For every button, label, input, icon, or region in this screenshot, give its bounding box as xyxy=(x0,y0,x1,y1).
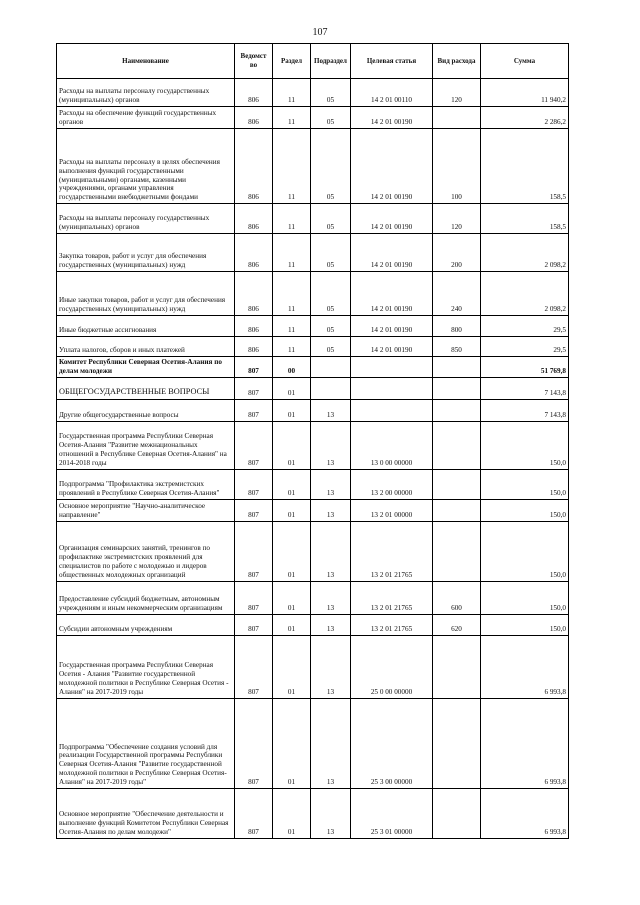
row-subsection: 05 xyxy=(311,316,351,337)
row-section: 11 xyxy=(273,234,311,272)
row-dept: 807 xyxy=(235,499,273,521)
header-section: Раздел xyxy=(273,44,311,79)
row-section: 01 xyxy=(273,421,311,469)
row-amount: 6 993,8 xyxy=(481,698,569,788)
row-expense-type xyxy=(433,107,481,129)
row-expense-type: 200 xyxy=(433,234,481,272)
table-row xyxy=(57,399,569,421)
row-dept: 807 xyxy=(235,698,273,788)
row-target: 14 2 01 00110 xyxy=(351,79,433,107)
row-amount: 6 993,8 xyxy=(481,635,569,698)
row-amount: 150,0 xyxy=(481,581,569,614)
row-amount: 2 286,2 xyxy=(481,107,569,129)
row-target: 13 2 01 21765 xyxy=(351,521,433,581)
table-row xyxy=(57,521,569,581)
row-section: 01 xyxy=(273,377,311,399)
row-section: 01 xyxy=(273,499,311,521)
row-subsection xyxy=(311,357,351,378)
row-amount: 158,5 xyxy=(481,204,569,234)
table-row xyxy=(57,635,569,698)
table-row xyxy=(57,204,569,234)
row-expense-type: 850 xyxy=(433,337,481,357)
row-dept: 807 xyxy=(235,614,273,635)
row-section: 01 xyxy=(273,581,311,614)
page-number: 107 xyxy=(312,27,328,38)
row-section: 11 xyxy=(273,272,311,316)
row-expense-type xyxy=(433,521,481,581)
row-expense-type: 120 xyxy=(433,79,481,107)
row-expense-type xyxy=(433,788,481,838)
row-expense-type xyxy=(433,698,481,788)
row-target: 13 2 01 21765 xyxy=(351,581,433,614)
row-subsection: 13 xyxy=(311,421,351,469)
row-amount: 2 098,2 xyxy=(481,272,569,316)
row-name: Другие общегосударственные вопросы xyxy=(57,399,235,421)
header-name: Наименование xyxy=(57,44,235,79)
row-section: 01 xyxy=(273,399,311,421)
row-target: 13 2 01 21765 xyxy=(351,614,433,635)
row-dept: 807 xyxy=(235,635,273,698)
row-dept: 806 xyxy=(235,129,273,204)
table-row xyxy=(57,316,569,337)
table-row xyxy=(57,698,569,788)
row-subsection: 13 xyxy=(311,499,351,521)
table-row xyxy=(57,357,569,378)
row-section: 11 xyxy=(273,129,311,204)
row-section: 11 xyxy=(273,107,311,129)
row-expense-type xyxy=(433,635,481,698)
table-header-row xyxy=(57,44,569,79)
row-amount: 29,5 xyxy=(481,337,569,357)
row-dept: 806 xyxy=(235,107,273,129)
row-dept: 806 xyxy=(235,337,273,357)
row-section: 11 xyxy=(273,337,311,357)
row-dept: 806 xyxy=(235,272,273,316)
table-row xyxy=(57,499,569,521)
row-section: 01 xyxy=(273,698,311,788)
header-subsection: Подраздел xyxy=(311,44,351,79)
row-amount: 51 769,8 xyxy=(481,357,569,378)
table-row xyxy=(57,129,569,204)
row-target: 25 0 00 00000 xyxy=(351,635,433,698)
header-dept: Ведомст во xyxy=(235,44,273,79)
row-name: Уплата налогов, сборов и иных платежей xyxy=(57,337,235,357)
row-amount: 7 143,8 xyxy=(481,399,569,421)
row-expense-type: 120 xyxy=(433,204,481,234)
row-expense-type xyxy=(433,399,481,421)
header-expense-type: Вид расхода xyxy=(433,44,481,79)
row-amount: 150,0 xyxy=(481,499,569,521)
row-name: Расходы на обеспечение функций государственных органов xyxy=(57,107,235,129)
header-target: Целевая статья xyxy=(351,44,433,79)
row-amount: 29,5 xyxy=(481,316,569,337)
table-row xyxy=(57,788,569,838)
row-name: Основное мероприятие "Обеспечение деятельности и выполнение функций Комитетом Республики Северная Осетия-Алания по делам молодежи" xyxy=(57,788,235,838)
row-dept: 806 xyxy=(235,204,273,234)
row-subsection: 13 xyxy=(311,788,351,838)
row-section: 11 xyxy=(273,79,311,107)
row-name: Основное мероприятие "Научно-аналитическое направление" xyxy=(57,499,235,521)
table-row xyxy=(57,272,569,316)
row-amount: 150,0 xyxy=(481,614,569,635)
row-expense-type xyxy=(433,499,481,521)
row-target: 14 2 01 00190 xyxy=(351,107,433,129)
row-amount: 6 993,8 xyxy=(481,788,569,838)
row-target: 13 0 00 00000 xyxy=(351,421,433,469)
header-amount: Сумма xyxy=(481,44,569,79)
row-name: Расходы на выплаты персоналу государственных (муниципальных) органов xyxy=(57,204,235,234)
row-amount: 11 940,2 xyxy=(481,79,569,107)
row-target xyxy=(351,357,433,378)
row-amount: 150,0 xyxy=(481,469,569,499)
row-subsection: 13 xyxy=(311,614,351,635)
row-amount: 150,0 xyxy=(481,521,569,581)
row-target: 13 2 00 00000 xyxy=(351,469,433,499)
row-section: 11 xyxy=(273,204,311,234)
row-target: 14 2 01 00190 xyxy=(351,316,433,337)
row-target xyxy=(351,377,433,399)
row-name: Подпрограмма "Профилактика экстремистских проявлений в Республике Северная Осетия-Алания" xyxy=(57,469,235,499)
row-target: 25 3 00 00000 xyxy=(351,698,433,788)
row-section: 01 xyxy=(273,521,311,581)
row-expense-type xyxy=(433,421,481,469)
row-amount: 150,0 xyxy=(481,421,569,469)
row-subsection xyxy=(311,377,351,399)
row-dept: 807 xyxy=(235,788,273,838)
row-name: Предоставление субсидий бюджетным, автономным учреждениям и иным некоммерческим организациям xyxy=(57,581,235,614)
row-subsection: 05 xyxy=(311,129,351,204)
row-section: 01 xyxy=(273,614,311,635)
table-row xyxy=(57,377,569,399)
row-subsection: 13 xyxy=(311,521,351,581)
row-name: Расходы на выплаты персоналу в целях обеспечения выполнения функций государственными (муниципальными) органами, казенными учреждениями, органами управления государственными внебюджетными фондами xyxy=(57,129,235,204)
row-dept: 807 xyxy=(235,469,273,499)
row-dept: 807 xyxy=(235,421,273,469)
row-dept: 806 xyxy=(235,316,273,337)
row-name: Закупка товаров, работ и услуг для обеспечения государственных (муниципальных) нужд xyxy=(57,234,235,272)
row-subsection: 05 xyxy=(311,234,351,272)
row-section: 00 xyxy=(273,357,311,378)
row-subsection: 05 xyxy=(311,272,351,316)
row-section: 01 xyxy=(273,788,311,838)
row-amount: 158,5 xyxy=(481,129,569,204)
row-target: 14 2 01 00190 xyxy=(351,272,433,316)
row-subsection: 13 xyxy=(311,698,351,788)
row-expense-type xyxy=(433,377,481,399)
row-dept: 807 xyxy=(235,377,273,399)
table-row xyxy=(57,337,569,357)
row-expense-type xyxy=(433,469,481,499)
table-row xyxy=(57,581,569,614)
row-expense-type: 240 xyxy=(433,272,481,316)
row-dept: 806 xyxy=(235,234,273,272)
row-name: Расходы на выплаты персоналу государственных (муниципальных) органов xyxy=(57,79,235,107)
row-dept: 807 xyxy=(235,399,273,421)
row-dept: 806 xyxy=(235,79,273,107)
row-name: Субсидии автономным учреждениям xyxy=(57,614,235,635)
row-section: 01 xyxy=(273,469,311,499)
row-subsection: 05 xyxy=(311,79,351,107)
row-target: 13 2 01 00000 xyxy=(351,499,433,521)
row-dept: 807 xyxy=(235,357,273,378)
row-subsection: 13 xyxy=(311,635,351,698)
row-section: 01 xyxy=(273,635,311,698)
row-name: Государственная программа Республики Северная Осетия-Алания "Развитие межнациональных отношений в Республике Северная Осетия-Алания" на 2014-2018 годы xyxy=(57,421,235,469)
row-name: Комитет Республики Северная Осетия-Алания по делам молодежи xyxy=(57,357,235,378)
row-subsection: 13 xyxy=(311,469,351,499)
row-section: 11 xyxy=(273,316,311,337)
table-row xyxy=(57,107,569,129)
row-dept: 807 xyxy=(235,581,273,614)
row-target: 14 2 01 00190 xyxy=(351,234,433,272)
row-subsection: 05 xyxy=(311,337,351,357)
row-expense-type: 800 xyxy=(433,316,481,337)
row-amount: 2 098,2 xyxy=(481,234,569,272)
row-target: 14 2 01 00190 xyxy=(351,129,433,204)
row-expense-type xyxy=(433,357,481,378)
row-subsection: 13 xyxy=(311,581,351,614)
row-target: 25 3 01 00000 xyxy=(351,788,433,838)
row-expense-type: 600 xyxy=(433,581,481,614)
row-target xyxy=(351,399,433,421)
table-row xyxy=(57,234,569,272)
row-target: 14 2 01 00190 xyxy=(351,337,433,357)
row-expense-type: 620 xyxy=(433,614,481,635)
table-row xyxy=(57,421,569,469)
row-amount: 7 143,8 xyxy=(481,377,569,399)
row-name: Иные бюджетные ассигнования xyxy=(57,316,235,337)
row-name: Организация семинарских занятий, тренингов по профилактике экстремистских проявлений для специалистов по работе с молодежью и лидеров общественных молодежных организаций xyxy=(57,521,235,581)
row-name: ОБЩЕГОСУДАРСТВЕННЫЕ ВОПРОСЫ xyxy=(57,377,235,399)
table-row xyxy=(57,614,569,635)
row-subsection: 05 xyxy=(311,204,351,234)
budget-table xyxy=(56,43,569,839)
table-row xyxy=(57,79,569,107)
row-dept: 807 xyxy=(235,521,273,581)
row-name: Государственная программа Республики Северная Осетия - Алания "Развитие государственной молодежной политики в Республике Северная Осетия - Алания" на 2017-2019 годы xyxy=(57,635,235,698)
row-name: Иные закупки товаров, работ и услуг для обеспечения государственных (муниципальных) нужд xyxy=(57,272,235,316)
row-name: Подпрограмма "Обеспечение создания условий для реализации Государственной программы Республики Северная Осетия-Алания "Развитие государственной молодежной политики в Республике Северная Осетия-Алания" на 2017-2019 годы" xyxy=(57,698,235,788)
row-expense-type: 100 xyxy=(433,129,481,204)
table-row xyxy=(57,469,569,499)
row-subsection: 13 xyxy=(311,399,351,421)
row-subsection: 05 xyxy=(311,107,351,129)
row-target: 14 2 01 00190 xyxy=(351,204,433,234)
